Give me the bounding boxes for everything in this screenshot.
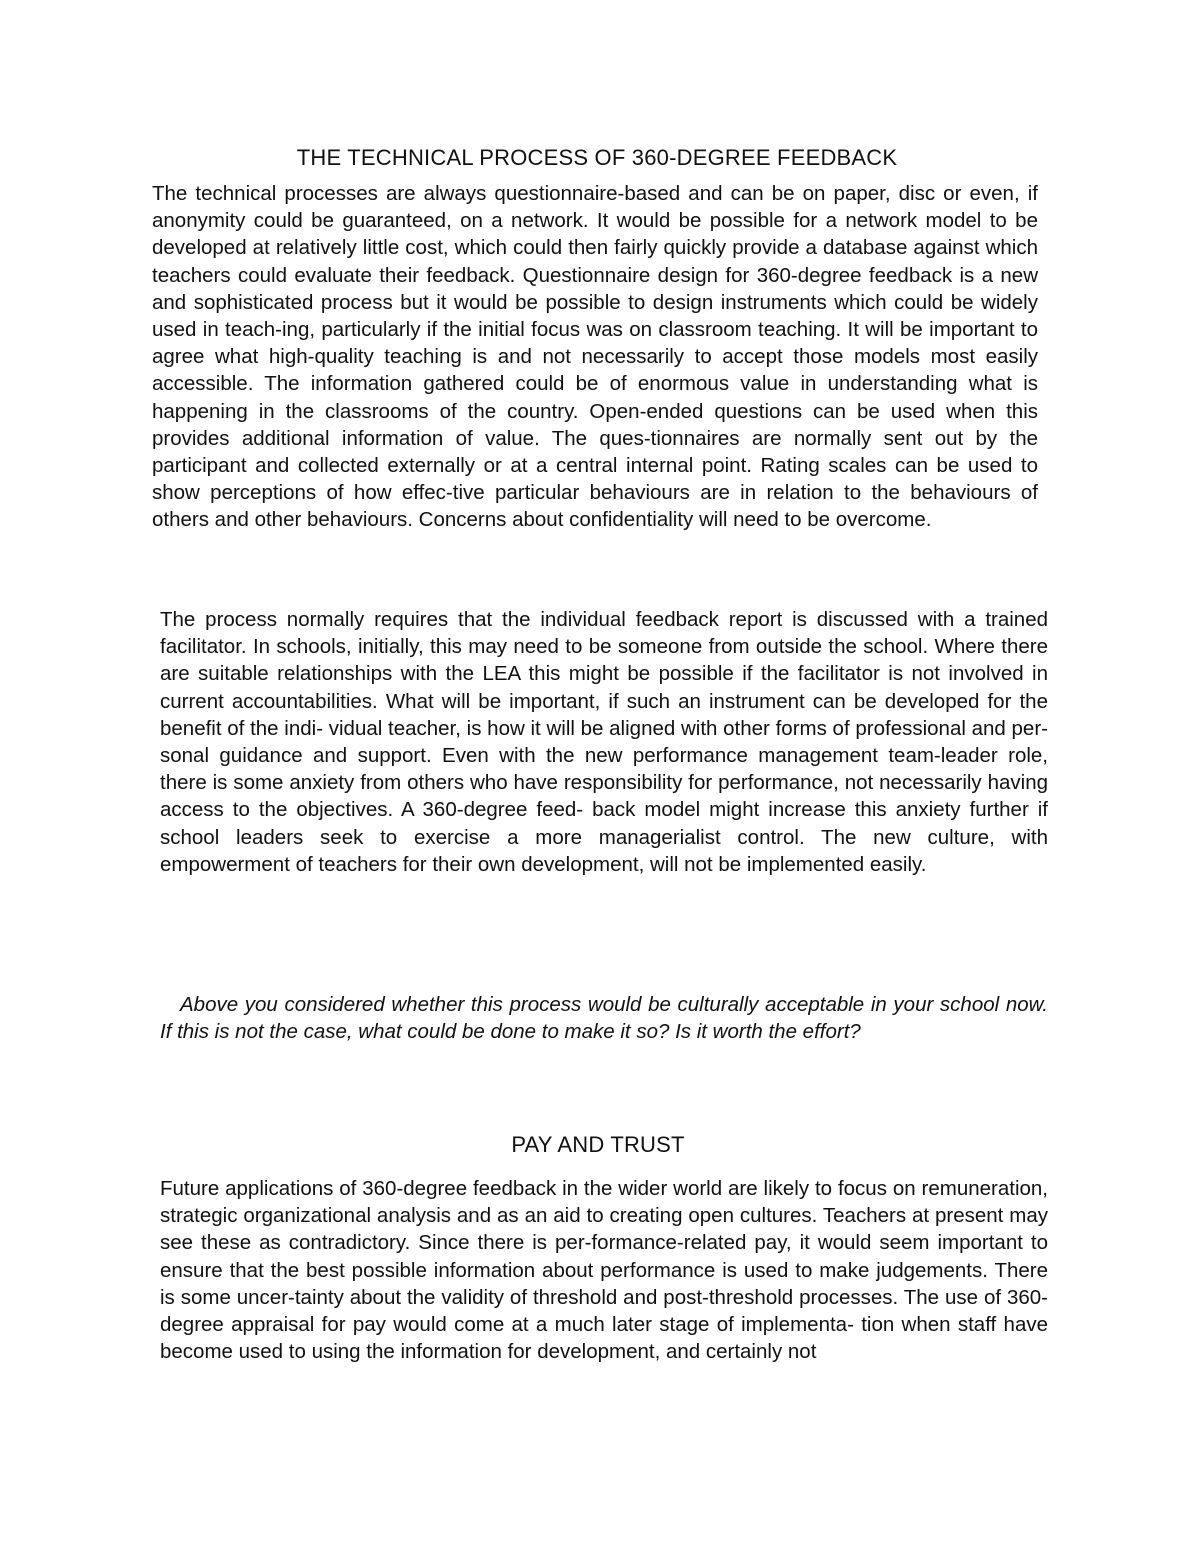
paragraph-pay-and-trust: Future applications of 360-degree feedback in the wider world are likely to focus on remuneration, strategic organizational analysis and as an aid to creating open cultures. Teachers at present may see these as contradictory. Since there is per-formance-related pay, it would seem important to ensure that the best possible information about performance is used to make judgements. There is some uncer-tainty about the validity of threshold and post-threshold processes. The use of 360-degree appraisal for pay would come at a much later stage of implementa- tion when staff have become used to using the information for development, and certainly not — [160, 1177, 1048, 1364]
paragraph-facilitator: The process normally requires that the individual feedback report is discussed with a trained facilitator. In schools, initially, this may need to be someone from outside the school. Where there are suitable relationships with the LEA this might be possible if the facilitator is not involved in current accountabilities. What will be important, if such an instrument can be developed for the benefit of the indi- vidual teacher, is how it will be aligned with other forms of professional and per- sonal guidance and support. Even with the new performance management team-leader role, there is some anxiety from others who have responsibility for performance, not necessarily having access to the objectives. A 360-degree feed- back model might increase this anxiety further if school leaders seek to exercise a more managerialist control. The new culture, with empowerment of teachers for their own development, will not be implemented easily. — [160, 608, 1048, 876]
section-title-pay-and-trust: PAY AND TRUST — [511, 1132, 685, 1157]
paragraph-technical-processes: The technical processes are always questionnaire-based and can be on paper, disc or even, if anonymity could be guaranteed, on a network. It would be possible for a network model to be developed at relatively little cost, which could then fairly quickly provide a database against which teachers could evaluate their feedback. Questionnaire design for 360-degree feedback is a new and sophisticated process but it would be possible to design instruments which could be widely used in teach-ing, particularly if the initial focus was on classroom teaching. It will be important to agree what high-quality teaching is and not necessarily to accept those models most easily accessible. The information gathered could be of enormous value in understanding what is happening in the classrooms of the country. Open-ended questions can be used when this provides additional information of value. The ques-tionnaires are normally sent out by the participant and collected externally or at a central internal point. Rating scales can be used to show perceptions of how effec-tive particular behaviours are in relation to the behaviours of others and other behaviours. Concerns about confidentiality will need to be overcome. — [152, 182, 1038, 532]
reflection-question: Above you considered whether this process would be culturally acceptable in your school now. If this is not the case, what could be done to make it so? Is it worth the effort? — [160, 993, 1048, 1044]
section-title-technical-process: THE TECHNICAL PROCESS OF 360-DEGREE FEEDBACK — [296, 145, 898, 170]
